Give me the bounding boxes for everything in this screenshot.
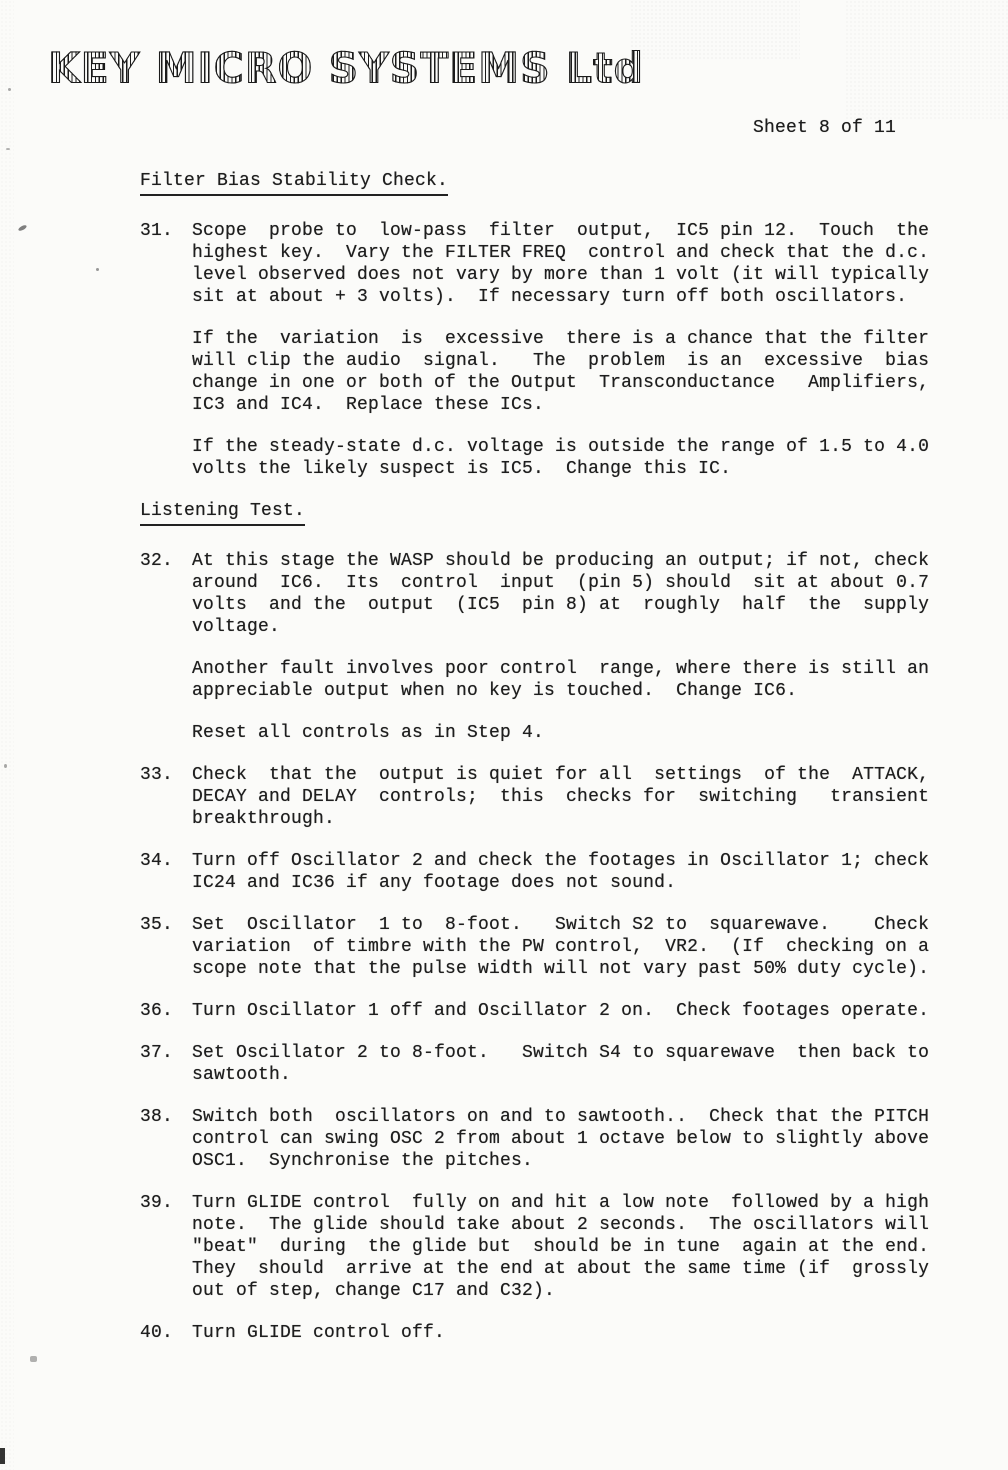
item-body	[192, 1000, 950, 1022]
text-line: will clip the audio signal. The problem is an excessive bias	[192, 351, 930, 371]
list-item	[140, 1000, 950, 1022]
text-line: If the steady-state d.c. voltage is outside the range of 1.5 to 4.0	[192, 437, 930, 457]
text-line: out of step, change C17 and C32).	[192, 1281, 556, 1301]
list-item	[140, 220, 950, 480]
text-line: Switch both oscillators on and to sawtooth.. Check that the PITCH	[192, 1107, 930, 1127]
item-paragraph	[192, 764, 950, 830]
scan-artifact	[8, 88, 11, 91]
item-body	[192, 220, 950, 480]
list-item	[140, 550, 950, 744]
scan-noise	[630, 0, 800, 60]
text-line: appreciable output when no key is touched. Change IC6.	[192, 681, 798, 701]
company-logo: KEY MICRO SYSTEMS Ltd	[48, 43, 644, 93]
scan-artifact	[30, 1356, 37, 1362]
text-line: note. The glide should take about 2 seconds. The oscillators will	[192, 1215, 930, 1235]
scan-artifact	[18, 224, 28, 232]
item-number: 39.	[140, 1193, 174, 1213]
item-paragraph	[192, 1322, 950, 1344]
list-item	[140, 764, 950, 830]
text-line: They should arrive at the end at about the same time (if grossly	[192, 1259, 930, 1279]
text-line: Set Oscillator 2 to 8-foot. Switch S4 to squarewave then back to	[192, 1043, 930, 1063]
list-item	[140, 850, 950, 894]
text-line: Turn GLIDE control fully on and hit a low note followed by a high	[192, 1193, 930, 1213]
text-line: IC3 and IC4. Replace these ICs.	[192, 395, 545, 415]
text-line: Turn off Oscillator 2 and check the footages in Oscillator 1; check	[192, 851, 930, 871]
item-body	[192, 914, 950, 980]
text-line: level observed does not vary by more than 1 volt (it will typically	[192, 265, 930, 285]
item-number: 33.	[140, 765, 174, 785]
text-line: Scope probe to low-pass filter output, IC5 pin 12. Touch the	[192, 221, 930, 241]
text-line: Another fault involves poor control range, where there is still an	[192, 659, 930, 679]
text-line: Set Oscillator 1 to 8-foot. Switch S2 to squarewave. Check	[192, 915, 930, 935]
list-item	[140, 1042, 950, 1086]
scan-noise	[0, 0, 14, 1470]
item-body	[192, 850, 950, 894]
text-line: voltage.	[192, 617, 281, 637]
text-line: scope note that the pulse width will not vary past 50% duty cycle).	[192, 959, 930, 979]
document-body	[140, 170, 950, 1364]
section-heading-text: Filter Bias Stability Check.	[140, 170, 448, 196]
text-line: Reset all controls as in Step 4.	[192, 723, 545, 743]
item-body	[192, 1042, 950, 1086]
item-paragraph	[192, 722, 950, 744]
item-body	[192, 1192, 950, 1302]
item-body	[192, 1322, 950, 1344]
item-number: 35.	[140, 915, 174, 935]
item-paragraph	[192, 1042, 950, 1086]
list-item	[140, 1106, 950, 1172]
text-line: Turn Oscillator 1 off and Oscillator 2 on. Check footages operate.	[192, 1001, 930, 1021]
item-paragraph	[192, 1192, 950, 1302]
item-number: 31.	[140, 221, 174, 241]
section-heading-text: Listening Test.	[140, 500, 305, 526]
text-line: Check that the output is quiet for all settings of the ATTACK,	[192, 765, 930, 785]
scan-artifact	[4, 764, 7, 768]
text-line: variation of timbre with the PW control, VR2. (If checking on a	[192, 937, 930, 957]
scan-artifact	[0, 1448, 5, 1464]
item-body	[192, 764, 950, 830]
item-body	[192, 550, 950, 744]
scan-noise	[845, 0, 1008, 120]
text-line: sit at about + 3 volts). If necessary turn off both oscillators.	[192, 287, 908, 307]
section-heading	[140, 500, 950, 526]
document-section	[140, 500, 950, 1344]
item-paragraph	[192, 328, 950, 416]
scan-artifact	[6, 148, 10, 150]
text-line: OSC1. Synchronise the pitches.	[192, 1151, 534, 1171]
item-number: 40.	[140, 1323, 174, 1343]
list-item	[140, 1192, 950, 1302]
sections	[140, 170, 950, 1344]
item-number: 37.	[140, 1043, 174, 1063]
list-item	[140, 1322, 950, 1344]
text-line: At this stage the WASP should be producing an output; if not, check	[192, 551, 930, 571]
item-paragraph	[192, 220, 950, 308]
item-number: 38.	[140, 1107, 174, 1127]
item-number: 32.	[140, 551, 174, 571]
text-line: breakthrough.	[192, 809, 336, 829]
text-line: change in one or both of the Output Transconductance Amplifiers,	[192, 373, 930, 393]
text-line: volts the likely suspect is IC5. Change this IC.	[192, 459, 732, 479]
document-section	[140, 170, 950, 480]
section-heading	[140, 170, 950, 196]
text-line: sawtooth.	[192, 1065, 292, 1085]
text-line: IC24 and IC36 if any footage does not sound.	[192, 873, 677, 893]
item-paragraph	[192, 850, 950, 894]
sheet-number: Sheet 8 of 11	[753, 118, 897, 138]
text-line: around IC6. Its control input (pin 5) should sit at about 0.7	[192, 573, 930, 593]
text-line: If the variation is excessive there is a chance that the filter	[192, 329, 930, 349]
item-number: 36.	[140, 1001, 174, 1021]
list-item	[140, 914, 950, 980]
item-number: 34.	[140, 851, 174, 871]
text-line: highest key. Vary the FILTER FREQ control and check that the d.c.	[192, 243, 930, 263]
text-line: Turn GLIDE control off.	[192, 1323, 446, 1343]
text-line: "beat" during the glide but should be in tune again at the end.	[192, 1237, 930, 1257]
item-body	[192, 1106, 950, 1172]
text-line: control can swing OSC 2 from about 1 octave below to slightly above	[192, 1129, 930, 1149]
item-paragraph	[192, 658, 950, 702]
item-paragraph	[192, 914, 950, 980]
scan-artifact	[96, 268, 99, 271]
item-paragraph	[192, 1000, 950, 1022]
item-paragraph	[192, 550, 950, 638]
text-line: volts and the output (IC5 pin 8) at roughly half the supply	[192, 595, 930, 615]
item-paragraph	[192, 436, 950, 480]
item-paragraph	[192, 1106, 950, 1172]
text-line: DECAY and DELAY controls; this checks for switching transient	[192, 787, 930, 807]
